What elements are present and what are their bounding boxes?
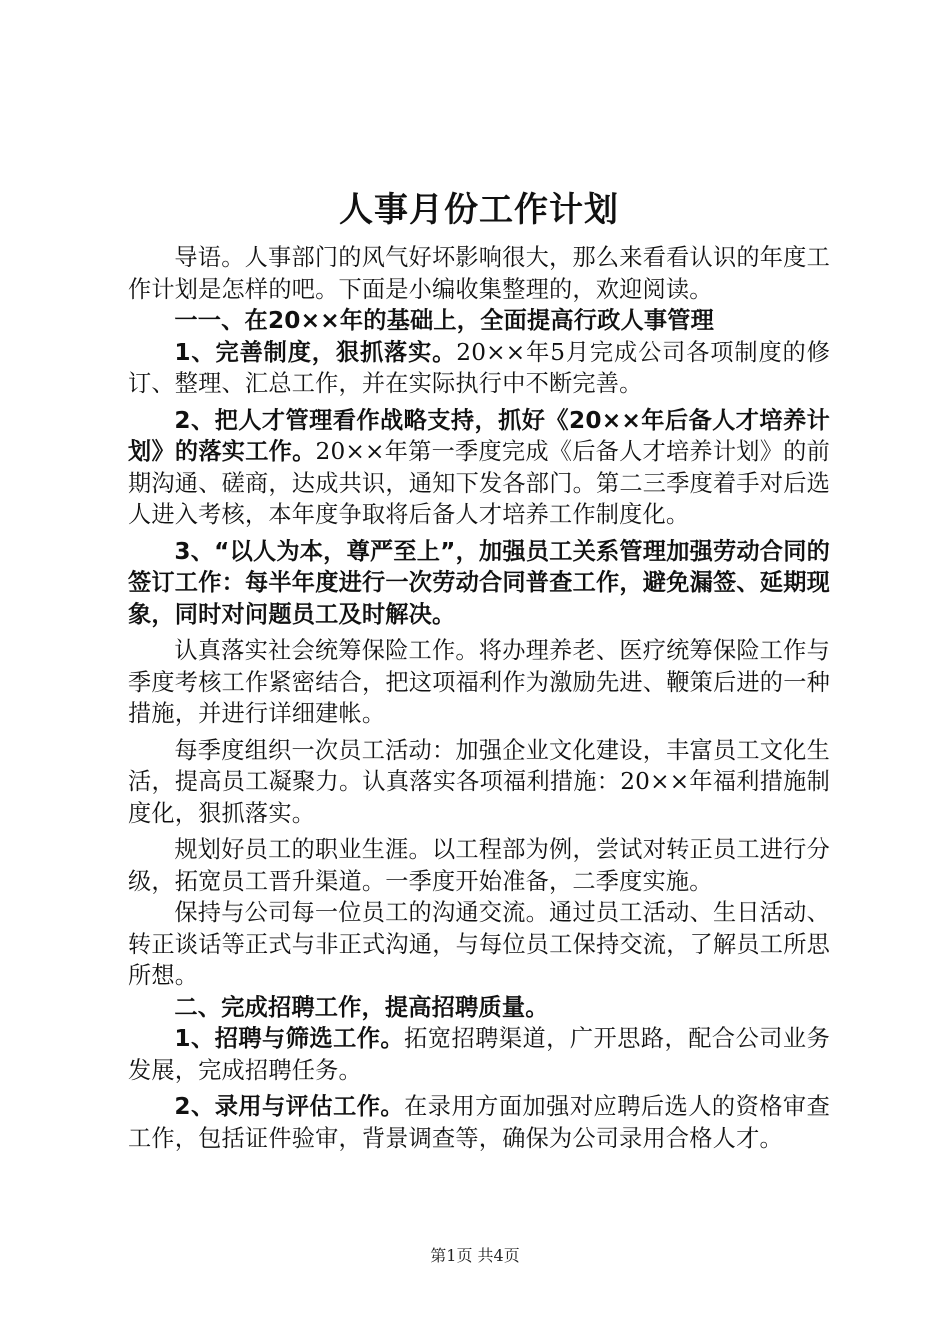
item3-paragraph: 3、“以人为本，尊严至上”，加强员工关系管理加强劳动合同的签订工作：每半年度进行一次劳动合同普查工作，避免漏签、延期现象，同时对问题员工及时解决。 <box>128 537 830 628</box>
career-paragraph: 规划好员工的职业生涯。以工程部为例，尝试对转正员工进行分级，拓宽员工晋升渠道。一季度开始准备，二季度实施。 <box>128 836 830 895</box>
document-title: 人事月份工作计划 <box>339 190 619 230</box>
s2-item1-paragraph <box>128 1023 830 1086</box>
item1-paragraph <box>128 337 830 400</box>
s2-item2-paragraph <box>128 1091 830 1154</box>
document-page <box>128 180 830 1154</box>
insurance-paragraph: 认真落实社会统筹保险工作。将办理养老、医疗统筹保险工作与季度考核工作紧密结合，把这项福利作为激励先进、鞭策后进的一种措施，并进行详细建帐。 <box>128 637 830 727</box>
section2-heading: 二、完成招聘工作，提高招聘质量。 <box>174 993 549 1021</box>
section1-heading: 一一、在20××年的基础上，全面提高行政人事管理 <box>174 307 715 334</box>
item2-paragraph <box>128 405 830 531</box>
communication-paragraph: 保持与公司每一位员工的沟通交流。通过员工活动、生日活动、转正谈话等正式与非正式沟通，与每位员工保持交流，了解员工所思所想。 <box>128 899 830 989</box>
activity-paragraph: 每季度组织一次员工活动：加强企业文化建设，丰富员工文化生活，提高员工凝聚力。认真落实各项福利措施：20××年福利措施制度化，狠抓落实。 <box>128 736 830 827</box>
intro-paragraph: 导语。人事部门的风气好坏影响很大，那么来看看认识的年度工作计划是怎样的吧。下面是小编收集整理的，欢迎阅读。 <box>128 244 830 303</box>
s2-item1-body: 拓宽招聘渠道，广开思路，配合公司业务发展，完成招聘任务。 <box>128 1025 830 1084</box>
s2-item2-body: 在录用方面加强对应聘后选人的资格审查工作，包括证件验审，背景调查等，确保为公司录用合格人才。 <box>128 1093 830 1152</box>
item2-lead: 2、把人才管理看作战略支持，抓好《20××年后备人才培养计划》的落实工作。 <box>128 406 830 465</box>
item2-body: 20××年第一季度完成《后备人才培养计划》的前期沟通、磋商，达成共识，通知下发各部门。第二三季度着手对后选人进入考核，本年度争取将后备人才培养工作制度化。 <box>128 438 830 528</box>
item1-body: 20××年5月完成公司各项制度的修订、整理、汇总工作，并在实际执行中不断完善。 <box>128 338 830 397</box>
s2-item1-lead: 1、招聘与筛选工作。 <box>174 1025 405 1052</box>
item1-lead: 1、完善制度，狠抓落实。 <box>174 338 457 366</box>
page-footer: 第1页 共4页 <box>430 1246 520 1265</box>
s2-item2-lead: 2、录用与评估工作。 <box>174 1093 405 1120</box>
